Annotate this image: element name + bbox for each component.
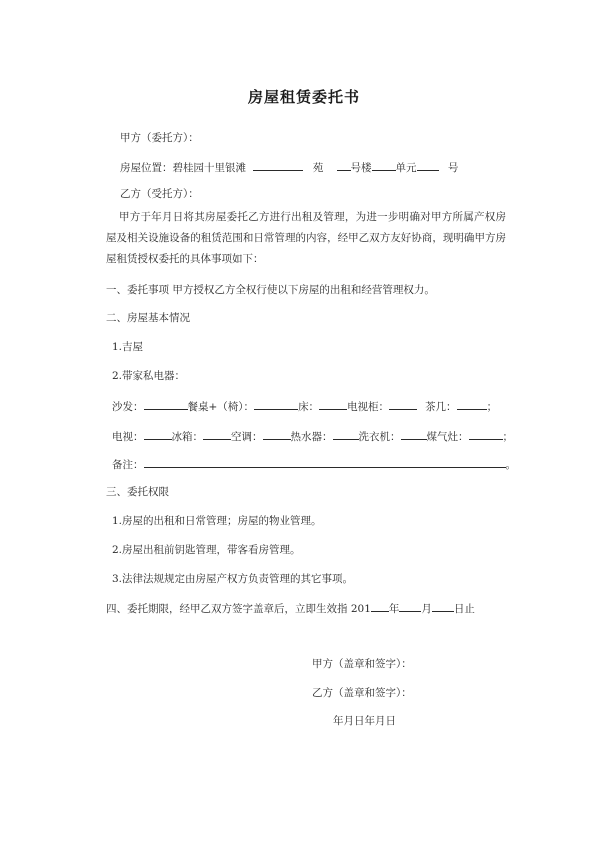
blank-field: [333, 428, 359, 440]
intro-text: 甲方于年月日将其房屋委托乙方进行出租及管理，为进一步明确对甲方所属产权房屋及相关设施设备的租赁范围和日常管理的内容，经甲乙双方友好协商，现明确甲方房屋租赁授权委托的具体事项如下：: [106, 211, 506, 265]
remarks-line: [112, 456, 516, 472]
party-b-signature: 乙方（盖章和签字）：: [312, 687, 412, 699]
tv-label: 电视：: [112, 431, 144, 443]
building-label: 号楼: [350, 162, 372, 174]
day-end-label: 日止: [453, 603, 475, 615]
house-location-label: 房屋位置：: [120, 162, 173, 174]
document-title: 房屋租赁委托书: [248, 88, 361, 106]
row-end: ；: [486, 401, 498, 413]
remarks-end: 。: [505, 459, 516, 471]
signature-date: 年月日年月日: [333, 715, 396, 727]
party-a-signature: 甲方（盖章和签字）：: [312, 658, 412, 670]
blank-field: [319, 398, 347, 410]
tv-cabinet-label: 电视柜：: [347, 401, 390, 413]
house-location-value: 碧桂园十里银滩: [172, 162, 246, 174]
party-a-line: 甲方（委托方）：: [120, 132, 199, 144]
furniture-row-2: [112, 428, 513, 444]
blank-field: [469, 428, 503, 440]
permission-3: 3.法律法规规定由房屋产权方负责管理的其它事项。: [112, 573, 354, 585]
permission-2: 2.房屋出租前钥匙管理，带客看房管理。: [112, 544, 301, 556]
blank-field: [432, 600, 454, 612]
ac-label: 空调：: [231, 431, 263, 443]
intro-paragraph: [106, 207, 506, 270]
house-location-line: [120, 159, 458, 175]
item-2: 2.带家私电器：: [112, 370, 186, 382]
yuan-label: 苑: [312, 162, 324, 174]
unit-label: 单元: [395, 162, 417, 174]
blank-field: [401, 428, 427, 440]
blank-field: [337, 159, 351, 171]
blank-field: [371, 600, 389, 612]
section-2: 二、房屋基本情况: [106, 312, 190, 324]
blank-field: [417, 159, 439, 171]
gas-stove-label: 煤气灶：: [426, 431, 469, 443]
blank-field: [144, 398, 188, 410]
row-end: ；: [502, 431, 513, 443]
blank-field: [263, 428, 291, 440]
tea-table-label: 茶几：: [425, 401, 457, 413]
party-b-line: 乙方（受托方）：: [120, 188, 199, 200]
blank-field: [253, 159, 303, 171]
fridge-label: 冰箱：: [171, 431, 203, 443]
blank-field: [144, 456, 506, 468]
blank-field: [254, 398, 298, 410]
month-label: 月: [421, 603, 432, 615]
permission-1: 1.房屋的出租和日常管理；房屋的物业管理。: [112, 515, 322, 527]
water-heater-label: 热水器：: [290, 431, 333, 443]
blank-field: [457, 398, 487, 410]
bed-label: 床：: [298, 401, 320, 413]
section-4: [106, 600, 475, 616]
blank-field: [372, 159, 396, 171]
remarks-label: 备注：: [112, 459, 144, 471]
blank-field: [389, 398, 417, 410]
section-4-text: 四、委托期限，经甲乙双方签字盖章后，立即生效指 201: [106, 603, 371, 615]
dining-label: 餐桌+（椅）：: [187, 401, 255, 413]
blank-field: [203, 428, 231, 440]
room-label: 号: [447, 162, 459, 174]
section-1: 一、委托事项 甲方授权乙方全权行使以下房屋的出租和经营管理权力。: [106, 284, 435, 296]
blank-field: [399, 600, 421, 612]
blank-field: [144, 428, 172, 440]
sofa-label: 沙发：: [112, 401, 144, 413]
furniture-row-1: [112, 398, 497, 414]
washer-label: 洗衣机：: [358, 431, 401, 443]
item-1: 1.吉屋: [112, 341, 144, 353]
section-3: 三、委托权限: [106, 486, 169, 498]
year-label: 年: [388, 603, 400, 615]
